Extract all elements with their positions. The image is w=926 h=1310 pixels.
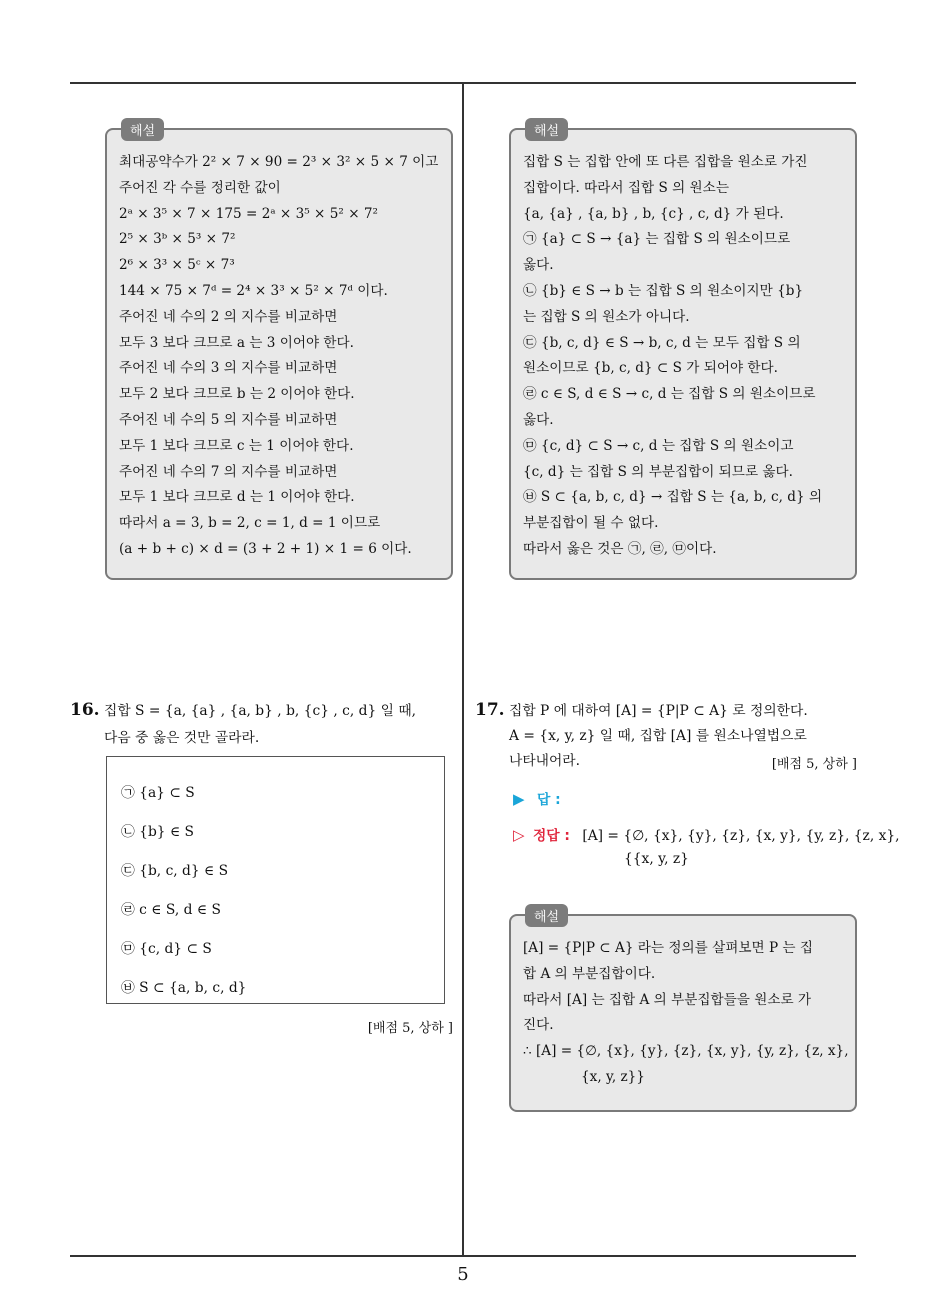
solution-line: 주어진 네 수의 2 의 지수를 비교하면 [119, 308, 338, 325]
solution-line: ㉣ c ∈ S, d ∈ S → c, d 는 집합 S 의 원소이므로 [523, 386, 816, 403]
score-label: [배점 5, 상하 ] [367, 1021, 453, 1036]
choice-item[interactable]: ㉥ S ⊂ {a, b, c, d} [121, 980, 247, 996]
solution-line: ㉠ {a} ⊂ S → {a} 는 집합 S 의 원소이므로 [523, 231, 791, 248]
solution-line: 옳다. [523, 257, 554, 274]
question-text: 집합 P 에 대하여 [A] = {P|P ⊂ A} 로 정의한다. [509, 703, 808, 719]
solution-line: 2⁶ × 3³ × 5ᶜ × 7³ [119, 257, 235, 274]
answer-label: 답 : [536, 792, 561, 808]
question-text: A = {x, y, z} 일 때, 집합 [A] 를 원소나열법으로 [509, 728, 807, 744]
solution-line: 주어진 네 수의 5 의 지수를 비교하면 [119, 411, 338, 428]
solution-line: ㉤ {c, d} ⊂ S → c, d 는 집합 S 의 원소이고 [523, 437, 794, 454]
right-solution-text [523, 150, 847, 563]
solution-line: 모두 2 보다 크므로 b 는 2 이어야 한다. [119, 386, 355, 403]
solution-line: 부분집합이 될 수 없다. [523, 515, 659, 532]
solution-line: {x, y, z}} [581, 1068, 645, 1085]
left-solution-text [119, 150, 443, 563]
outline-arrow-icon: ▷ [513, 826, 525, 844]
solution-line: 주어진 네 수의 7 의 지수를 비교하면 [119, 463, 338, 480]
question-number: 17. [475, 700, 505, 720]
answer-row[interactable] [513, 788, 561, 808]
correct-answer-text: [A] = {∅, {x}, {y}, {z}, {x, y}, {y, z}, {z, x}, [582, 828, 900, 844]
solution-line: 따라서 [A] 는 집합 A 의 부분집합들을 원소로 가 [523, 991, 812, 1008]
solution-line: 주어진 네 수의 3 의 지수를 비교하면 [119, 360, 338, 377]
choice-item[interactable]: ㉢ {b, c, d} ∈ S [121, 863, 229, 879]
page-number: 5 [457, 1264, 469, 1285]
solution-line: 따라서 옳은 것은 ㉠, ㉣, ㉤이다. [523, 540, 717, 557]
correct-answer-label: 정답 : [532, 828, 570, 844]
solution-line: ∴ [A] = {∅, {x}, {y}, {z}, {x, y}, {y, z}, {z, x}, [523, 1043, 849, 1060]
solution-line: 모두 1 보다 크므로 d 는 1 이어야 한다. [119, 489, 355, 506]
score-label: [배점 5, 상하 ] [771, 757, 857, 772]
question-text: 집합 S = {a, {a} , {a, b} , b, {c} , c, d} 일 때, [104, 703, 417, 719]
solution-line: 2ᵃ × 3⁵ × 7 × 175 = 2ᵃ × 3⁵ × 5² × 7² [119, 205, 378, 222]
solution-line: 모두 1 보다 크므로 c 는 1 이어야 한다. [119, 437, 354, 454]
solution-line: 옳다. [523, 411, 554, 428]
right-solution-box [509, 124, 857, 580]
solution-line: [A] = {P|P ⊂ A} 라는 정의를 살펴보면 P 는 집 [523, 940, 813, 956]
solution-line: {a, {a} , {a, b} , b, {c} , c, d} 가 된다. [523, 205, 784, 222]
solution-tag: 해설 [525, 904, 568, 927]
choice-box [106, 756, 445, 1004]
solution-tag: 해설 [525, 118, 568, 141]
solution-line: {c, d} 는 집합 S 의 부분집합이 되므로 옳다. [523, 463, 793, 480]
solution-line: 집합이다. 따라서 집합 S 의 원소는 [523, 179, 729, 196]
solution-line: ㉡ {b} ∈ S → b 는 집합 S 의 원소이지만 {b} [523, 282, 804, 299]
choice-item[interactable]: ㉤ {c, d} ⊂ S [121, 941, 212, 957]
solution-line: 최대공약수가 2² × 7 × 90 = 2³ × 3² × 5 × 7 이고 [119, 154, 439, 170]
q17-solution-box [509, 910, 857, 1112]
choice-item[interactable]: ㉡ {b} ∈ S [121, 824, 195, 840]
footer-rule [70, 1255, 856, 1257]
play-arrow-icon: ▶ [513, 790, 525, 808]
q17-solution-text [523, 936, 847, 1091]
solution-line: 합 A 의 부분집합이다. [523, 965, 656, 982]
correct-answer-continuation: {{x, y, z} [624, 851, 689, 867]
question-text: 나타내어라. [509, 753, 581, 769]
choice-item[interactable]: ㉠ {a} ⊂ S [121, 785, 195, 801]
solution-line: 집합 S 는 집합 안에 또 다른 집합을 원소로 가진 [523, 154, 808, 170]
solution-line: 모두 3 보다 크므로 a 는 3 이어야 한다. [119, 334, 355, 351]
solution-line: 주어진 각 수를 정리한 값이 [119, 179, 281, 196]
solution-line: 144 × 75 × 7ᵈ = 2⁴ × 3³ × 5² × 7ᵈ 이다. [119, 282, 388, 299]
solution-line: 원소이므로 {b, c, d} ⊂ S 가 되어야 한다. [523, 360, 778, 377]
column-divider [462, 82, 464, 1257]
solution-line: 따라서 a = 3, b = 2, c = 1, d = 1 이므로 [119, 515, 381, 532]
solution-line: ㉥ S ⊂ {a, b, c, d} → 집합 S 는 {a, b, c, d} 의 [523, 489, 823, 506]
choice-item[interactable]: ㉣ c ∈ S, d ∈ S [121, 902, 221, 918]
question-number: 16. [70, 700, 100, 720]
solution-line: (a + b + c) × d = (3 + 2 + 1) × 1 = 6 이다. [119, 540, 412, 557]
left-solution-box [105, 124, 453, 580]
solution-line: 2⁵ × 3ᵇ × 5³ × 7² [119, 231, 236, 248]
question-text: 다음 중 옳은 것만 골라라. [104, 730, 260, 746]
correct-answer-row [513, 824, 900, 844]
solution-line: 진다. [523, 1017, 554, 1034]
solution-line: 는 집합 S 의 원소가 아니다. [523, 308, 690, 325]
solution-tag: 해설 [121, 118, 164, 141]
solution-line: ㉢ {b, c, d} ∈ S → b, c, d 는 모두 집합 S 의 [523, 334, 801, 351]
